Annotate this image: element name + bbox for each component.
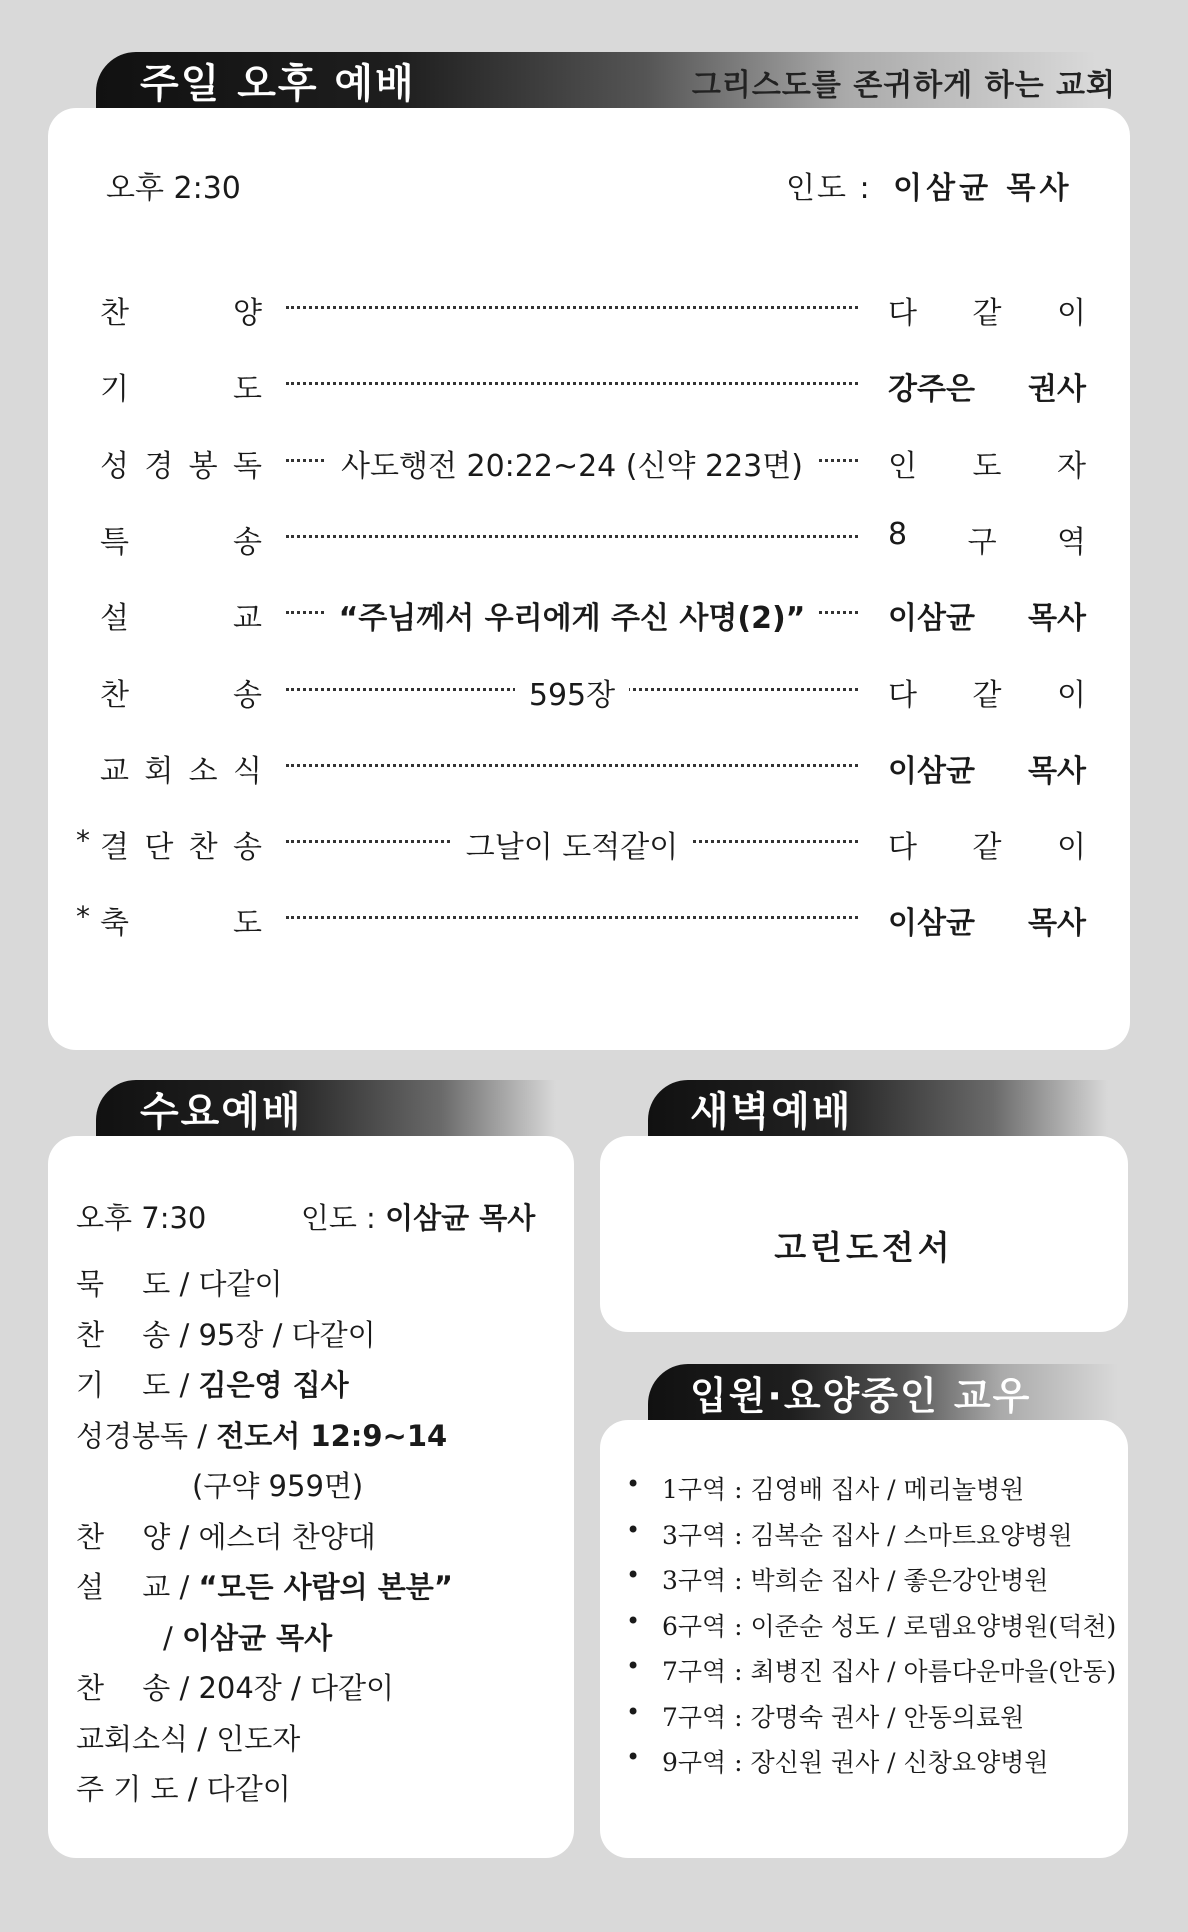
- patients-title: 입원·요양중인 교우: [690, 1373, 1032, 1418]
- wednesday-line-text: 설 교 /: [76, 1570, 199, 1604]
- row-person-part: 다: [888, 830, 917, 866]
- dawn-service-tab: [648, 1080, 1108, 1136]
- row-person: [888, 517, 1086, 561]
- row-label-char: 찬: [100, 677, 129, 713]
- row-person-part: 이삼균: [888, 906, 975, 942]
- wednesday-leader-label: 인도 :: [300, 1201, 376, 1235]
- patient-item: • 7구역 : 최병진 집사 / 아름다운마을(안동): [622, 1652, 1116, 1698]
- service-row: [76, 894, 1086, 944]
- row-person: [888, 441, 1086, 485]
- row-label-char: 경: [144, 448, 174, 484]
- wednesday-line: [76, 1767, 291, 1811]
- row-label-char: 찬: [188, 830, 218, 866]
- service-row: [76, 818, 1086, 868]
- row-label-char: 식: [232, 753, 262, 789]
- row-label-char: 도: [233, 372, 262, 408]
- patient-item: • 3구역 : 박희순 집사 / 좋은강안병원: [622, 1561, 1116, 1607]
- wednesday-line: [76, 1313, 376, 1357]
- patient-item: • 1구역 : 김영배 집사 / 메리놀병원: [622, 1470, 1116, 1516]
- dotted-leader: [286, 764, 858, 767]
- row-person: [888, 593, 1086, 637]
- row-label-char: 회: [144, 753, 174, 789]
- row-label-char: 결: [100, 830, 129, 866]
- row-person: [888, 670, 1086, 714]
- wednesday-line-text: 성경봉독 /: [76, 1418, 217, 1453]
- dotted-leader: [286, 306, 858, 309]
- row-label: [100, 517, 262, 561]
- row-person-part: 다: [888, 296, 917, 331]
- row-person-part: 이: [1057, 296, 1086, 331]
- wednesday-line: [76, 1616, 332, 1660]
- row-label-char: 단: [144, 830, 174, 866]
- dotted-leader: [286, 916, 858, 919]
- wednesday-line-bold: 이삼균 목사: [182, 1620, 333, 1655]
- patient-item: • 6구역 : 이준순 성도 / 로뎀요양병원(덕천): [622, 1607, 1116, 1653]
- row-person-part: 역: [1057, 524, 1086, 560]
- row-person: [888, 746, 1086, 790]
- church-tagline: 그리스도를 존귀하게 하는 교회: [691, 68, 1116, 103]
- dotted-leader: [286, 382, 858, 385]
- wednesday-line: [76, 1515, 376, 1559]
- row-label-char: 성: [100, 448, 129, 484]
- row-person-part: 권사: [1028, 372, 1086, 408]
- patient-item: • 3구역 : 김복순 집사 / 스마트요양병원: [622, 1516, 1116, 1562]
- wednesday-line: [76, 1717, 300, 1761]
- row-label: [100, 288, 262, 332]
- row-label-char: 양: [233, 296, 262, 331]
- row-person-part: 목사: [1028, 601, 1086, 637]
- row-detail-text: 595장: [515, 678, 629, 713]
- row-detail-text: “주님께서 우리에게 주신 사명(2)”: [325, 601, 820, 636]
- row-person-part: 이: [1057, 677, 1086, 713]
- row-person-part: 같: [972, 677, 1002, 713]
- service-row: [76, 437, 1086, 487]
- row-label: [100, 746, 262, 790]
- row-person-part: 자: [1057, 448, 1086, 484]
- row-label: [100, 670, 262, 714]
- star-mark: *: [76, 824, 90, 858]
- row-person-part: 같: [972, 296, 1002, 331]
- wednesday-line: [76, 1464, 363, 1508]
- wednesday-line: [76, 1666, 394, 1710]
- wednesday-line-text: 묵 도 / 다같이: [76, 1267, 283, 1301]
- row-label-char: 송: [233, 524, 262, 560]
- row-person-part: 도: [972, 448, 1002, 484]
- row-person-part: 다: [888, 677, 917, 713]
- row-person-part: 강주은: [888, 372, 975, 408]
- row-label-char: 특: [100, 524, 129, 560]
- dawn-service-title: 새벽예배: [690, 1088, 853, 1135]
- row-person: [888, 364, 1086, 408]
- row-person-part: 이삼균: [888, 601, 975, 637]
- wednesday-line-text: 기 도 /: [76, 1368, 199, 1402]
- service-row: [76, 742, 1086, 792]
- wednesday-line-bold: 전도서 12:9~14: [216, 1418, 448, 1453]
- wednesday-time-leader: [76, 1196, 535, 1240]
- row-label: [100, 593, 262, 637]
- row-person-part: 이: [1057, 830, 1086, 866]
- wednesday-line: [76, 1262, 283, 1306]
- row-label-char: 봉: [188, 448, 218, 484]
- service-row: [76, 513, 1086, 563]
- row-label-char: 기: [100, 372, 129, 408]
- wednesday-line-text: 찬 송 / 204장 / 다같이: [76, 1671, 395, 1705]
- row-person-part: 인: [888, 448, 917, 484]
- patients-tab: [648, 1364, 1118, 1420]
- wednesday-leader-name: 이삼균 목사: [385, 1201, 536, 1235]
- row-label-char: 찬: [100, 296, 129, 331]
- wednesday-time: 오후 7:30: [76, 1201, 207, 1235]
- star-mark: *: [76, 900, 90, 934]
- service-row: [76, 360, 1086, 410]
- row-label-char: 교: [100, 753, 129, 789]
- row-person-part: 8: [888, 516, 908, 552]
- wednesday-line-text: 찬 송 / 95장 / 다같이: [76, 1317, 376, 1352]
- sunday-service-title: 주일 오후 예배: [140, 60, 416, 107]
- row-person-part: 이삼균: [888, 753, 975, 789]
- wednesday-line: [76, 1363, 349, 1407]
- row-label: [100, 364, 262, 408]
- patient-item: • 7구역 : 강명숙 권사 / 안동의료원: [622, 1698, 1116, 1744]
- row-label: [100, 441, 262, 485]
- patient-list: [622, 1470, 1116, 1789]
- sunday-leader: [786, 163, 1073, 207]
- row-detail: [286, 670, 858, 714]
- row-person: [888, 288, 1086, 332]
- sunday-time: 오후 2:30: [106, 171, 241, 206]
- row-person-part: 목사: [1028, 906, 1086, 942]
- row-detail-text: 사도행전 20:22~24 (신약 223면): [327, 449, 817, 484]
- service-row: [76, 666, 1086, 716]
- row-person-part: 같: [972, 830, 1002, 866]
- dawn-scripture: 고린도전서: [774, 1228, 954, 1267]
- wednesday-line-bold: 김은영 집사: [198, 1368, 349, 1402]
- leader-label: 인도 :: [786, 171, 872, 206]
- wednesday-service-title: 수요예배: [140, 1088, 303, 1135]
- row-person-part: 목사: [1028, 753, 1086, 789]
- row-detail: [286, 593, 858, 637]
- row-label: [100, 822, 262, 866]
- row-person-part: 구: [967, 524, 997, 560]
- wednesday-line: [76, 1565, 453, 1609]
- row-detail: [286, 441, 858, 485]
- row-person: [888, 898, 1086, 942]
- service-row: [76, 284, 1086, 334]
- wednesday-line-text: 교회소식 / 인도자: [76, 1721, 301, 1756]
- wednesday-line-bold: “모든 사람의 본분”: [198, 1570, 453, 1604]
- row-detail-text: 그날이 도적같이: [452, 830, 692, 865]
- row-label-char: 송: [232, 830, 262, 866]
- row-label-char: 독: [232, 448, 262, 484]
- row-label-char: 축: [100, 906, 129, 942]
- dotted-leader: [286, 535, 858, 538]
- row-label-char: 소: [188, 753, 218, 789]
- wednesday-service-tab: [96, 1080, 556, 1136]
- wednesday-line-text: (구약 959면): [76, 1469, 364, 1503]
- row-label-char: 도: [233, 906, 262, 942]
- row-label-char: 교: [233, 601, 262, 637]
- wednesday-line: [76, 1414, 447, 1458]
- row-detail: [286, 822, 858, 866]
- row-label: [100, 898, 262, 942]
- row-person: [888, 822, 1086, 866]
- leader-name: 이삼균 목사: [893, 171, 1073, 206]
- wednesday-line-text: 주 기 도 / 다같이: [76, 1772, 291, 1806]
- wednesday-line-text: 찬 양 / 에스더 찬양대: [76, 1519, 376, 1554]
- patient-item: • 9구역 : 장신원 권사 / 신창요양병원: [622, 1743, 1116, 1789]
- row-label-char: 송: [233, 677, 262, 713]
- wednesday-line-text: /: [76, 1620, 182, 1655]
- service-row: [76, 589, 1086, 639]
- row-label-char: 설: [100, 601, 129, 637]
